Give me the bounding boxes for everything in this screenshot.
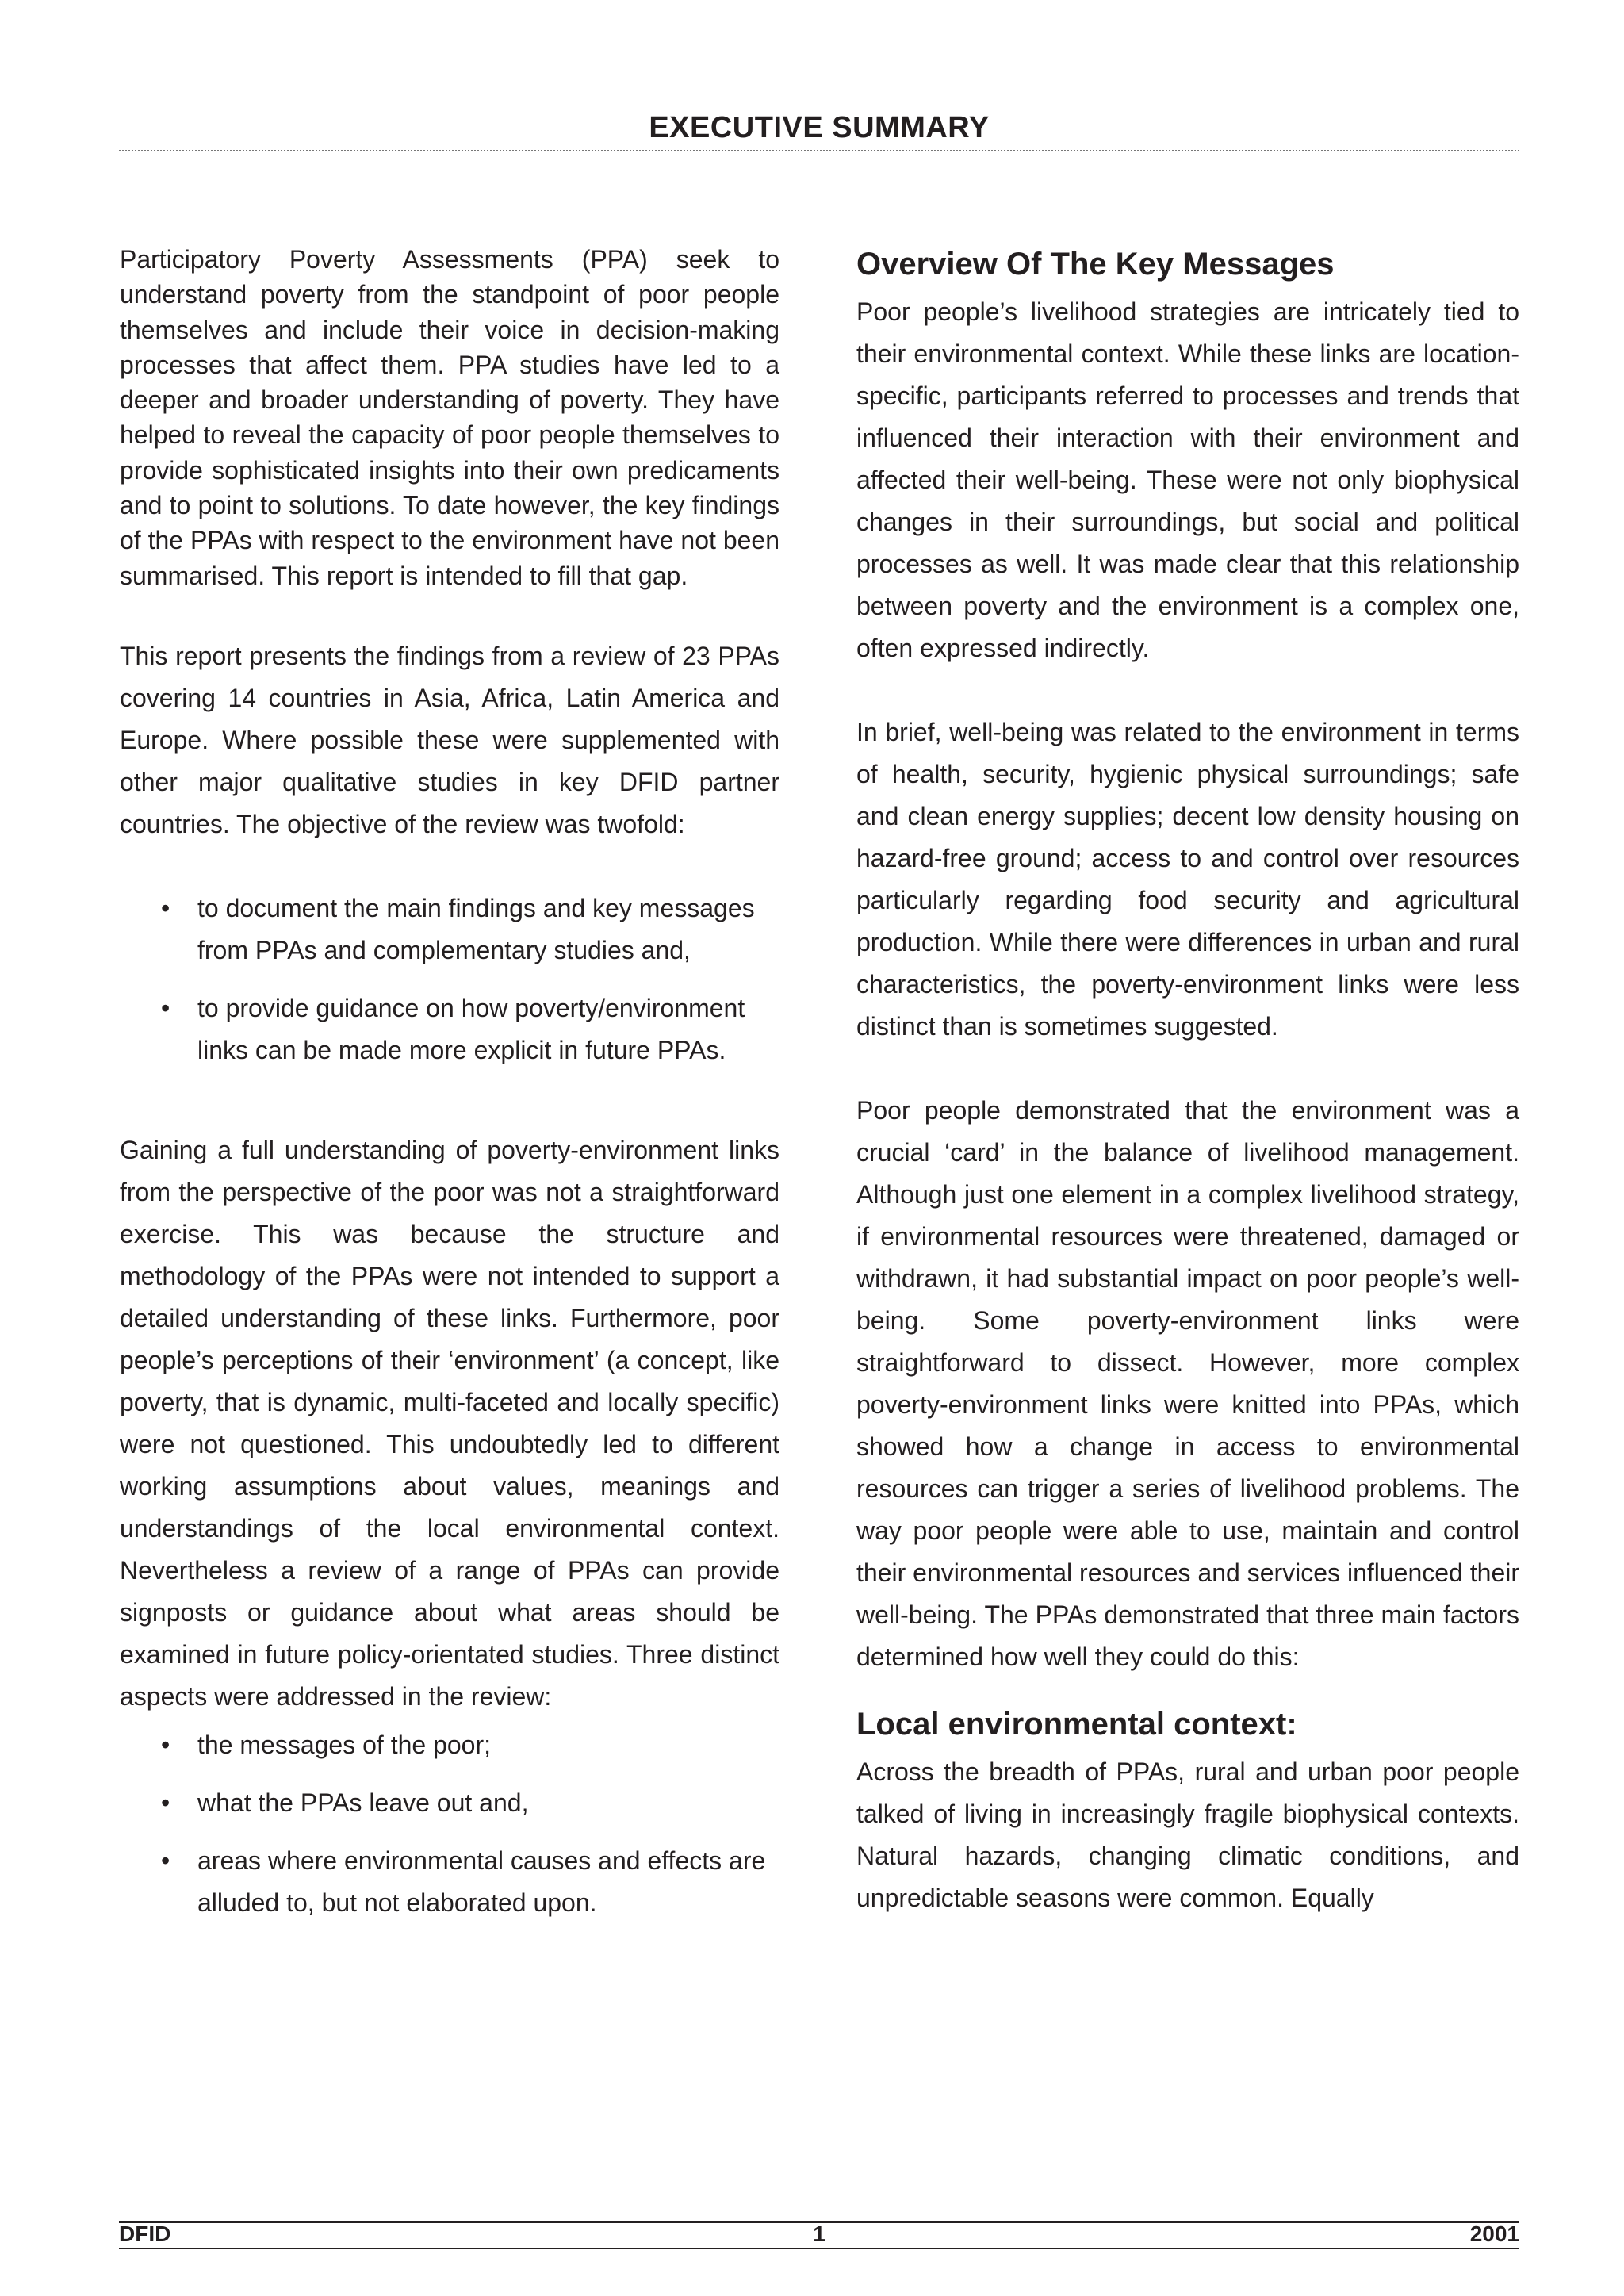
list-item	[120, 1782, 779, 1824]
bullet-icon: •	[161, 993, 170, 1022]
page-footer	[119, 2221, 1519, 2248]
methodology-paragraph: Gaining a full understanding of poverty-environment links from the perspective of the poor was not a straightforward exercise. This was because the structure and methodology of the PPAs were not intended to support a detailed understanding of these links. Furthermore, poor people’s perceptions of their ‘environment’ (a concept, like poverty, that is dynamic, multi-faceted and locally specific) were not questioned. This undoubtedly led to different working assumptions about values, meanings and understandings of the local environmental context. Nevertheless a review of a range of PPAs can provide signposts or guidance about what areas should be examined in future policy-orientated studies. Three distinct aspects were addressed in the review:	[120, 1135, 779, 1711]
list-item	[120, 1840, 779, 1924]
list-item-text: what the PPAs leave out and,	[197, 1788, 529, 1817]
bullet-icon: •	[161, 1788, 170, 1817]
footer-year: 2001	[1469, 2221, 1519, 2246]
footer-divider-bottom	[119, 2248, 1519, 2249]
bullet-icon: •	[161, 893, 170, 922]
page-number: 1	[813, 2221, 825, 2246]
list-item-text: the messages of the poor;	[197, 1730, 491, 1759]
bullet-icon: •	[161, 1730, 170, 1759]
list-item-text: to provide guidance on how poverty/environment links can be made more explicit in future PPAs.	[197, 993, 745, 1064]
header-divider	[119, 150, 1519, 151]
list-item-text: areas where environmental causes and effects are alluded to, but not elaborated upon.	[197, 1846, 766, 1917]
intro-paragraph: Participatory Poverty Assessments (PPA) seek to understand poverty from the standpoint of poor people themselves and include their voice in decision-making processes that affect them. PPA studies have led to a deeper and broader understanding of poverty. They have helped to reveal the capacity of poor people themselves to provide sophisticated insights into their own predicaments and to point to solutions. To date however, the key findings of the PPAs with respect to the environment have not been summarised. This report is intended to fill that gap.	[120, 245, 779, 590]
local-context-paragraph: Across the breadth of PPAs, rural and urban poor people talked of living in increasingly fragile biophysical contexts. Natural hazards, changing climatic conditions, and unpredictable seasons were common. Equally	[856, 1757, 1519, 1912]
wellbeing-paragraph: In brief, well-being was related to the environment in terms of health, security, hygienic physical surroundings; safe and clean energy supplies; decent low density housing on hazard-free ground; access to and control over resources particularly regarding food security and agricultural production. While there were differences in urban and rural characteristics, the poverty-environment links were less distinct than is sometimes suggested.	[856, 718, 1519, 1041]
right-column	[856, 242, 1519, 1919]
list-item	[120, 887, 779, 972]
footer-organization: DFID	[119, 2221, 171, 2246]
findings-paragraph: This report presents the findings from a review of 23 PPAs covering 14 countries in Asia, Africa, Latin America and Europe. Where possible these were supplemented with other major qualitative studies in key DFID partner countries. The objective of the review was twofold:	[120, 641, 779, 838]
section-heading-local-context: Local environmental context:	[856, 1707, 1297, 1742]
objectives-list	[120, 887, 779, 1071]
section-heading-overview: Overview Of The Key Messages	[856, 247, 1335, 282]
aspects-list	[120, 1724, 779, 1924]
list-item	[120, 987, 779, 1071]
list-item	[120, 1724, 779, 1766]
list-item-text: to document the main findings and key messages from PPAs and complementary studies and,	[197, 893, 755, 964]
left-column	[120, 242, 779, 1940]
bullet-icon: •	[161, 1846, 170, 1875]
page-header-title: EXECUTIVE SUMMARY	[649, 111, 990, 144]
livelihood-paragraph: Poor people demonstrated that the environment was a crucial ‘card’ in the balance of livelihood management. Although just one element in a complex livelihood strategy, if environmental resources were threatened, damaged or withdrawn, it had substantial impact on poor people’s well-being. Some poverty-environment links were straightforward to dissect. However, more complex poverty-environment links were knitted into PPAs, which showed how a change in access to environmental resources can trigger a series of livelihood problems. The way poor people were able to use, maintain and control their environmental resources and services influenced their well-being. The PPAs demonstrated that three main factors determined how well they could do this:	[856, 1096, 1519, 1671]
overview-paragraph: Poor people’s livelihood strategies are intricately tied to their environmental context. While these links are location-specific, participants referred to processes and trends that influenced their interaction with their environment and affected their well-being. These were not only biophysical changes in their surroundings, but social and political processes as well. It was made clear that this relationship between poverty and the environment is a complex one, often expressed indirectly.	[856, 297, 1519, 662]
